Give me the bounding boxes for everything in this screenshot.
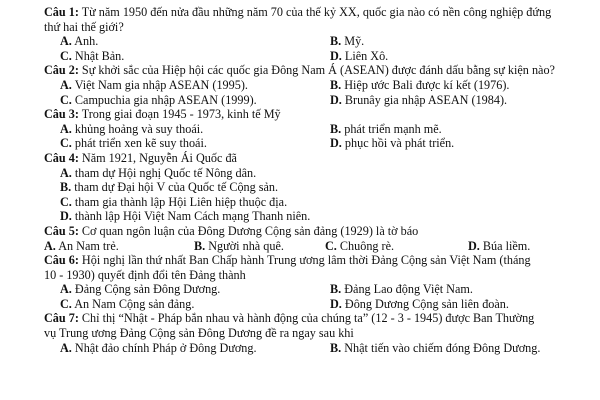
option-text: phát triển xen kẽ suy thoái. (74, 136, 207, 151)
option-letter: D. (330, 296, 342, 311)
option-text: Đông Dương Cộng sản liên đoàn. (344, 296, 509, 311)
option-text: Nhật tiến vào chiếm đóng Đông Dương. (344, 340, 541, 355)
option-letter: A. (60, 165, 72, 180)
option-letter: A. (60, 77, 72, 92)
option-b (330, 341, 540, 356)
options-row (44, 49, 596, 64)
question-4 (44, 151, 596, 224)
option-letter: B. (330, 340, 342, 355)
question-text: thứ hai thế giới? (44, 19, 124, 34)
question-text: Từ năm 1950 đến nửa đầu những năm 70 của thế kỷ XX, quốc gia nào có nền công nghiệp đứng (81, 5, 552, 19)
question-number: Câu 5: (44, 223, 79, 238)
question-1 (44, 5, 596, 63)
exam-document (44, 5, 596, 355)
options-row (44, 34, 596, 49)
option-letter: A. (60, 34, 72, 49)
option-letter: B. (194, 238, 206, 253)
option-text: Anh. (74, 34, 99, 49)
option-c (44, 195, 596, 210)
option-c (60, 136, 207, 151)
question-stem-line (44, 20, 596, 35)
question-text: Chỉ thị “Nhật - Pháp bắn nhau và hành động của chúng ta” (12 - 3 - 1945) được Ban Thường (81, 311, 535, 326)
question-number: Câu 7: (44, 311, 79, 326)
option-text: Nhật đảo chính Pháp ở Đông Dương. (74, 340, 257, 355)
option-a (44, 239, 119, 254)
options-row (44, 239, 596, 254)
option-text: Campuchia gia nhập ASEAN (1999). (74, 92, 257, 107)
question-text: Năm 1921, Nguyễn Ái Quốc đã (81, 150, 237, 165)
option-d (330, 136, 454, 151)
option-d (468, 239, 530, 254)
question-text: Sự khởi sắc của Hiệp hội các quốc gia Đông Nam Á (ASEAN) được đánh dấu bằng sự kiện nào? (81, 63, 555, 78)
option-d (330, 49, 388, 64)
option-c (325, 239, 394, 254)
option-letter: A. (44, 238, 56, 253)
option-letter: C. (60, 136, 72, 151)
option-text: tham gia thành lập Hội Liên hiệp thuộc địa. (74, 194, 288, 209)
option-letter: B. (330, 121, 342, 136)
question-number: Câu 6: (44, 253, 79, 268)
option-a (60, 122, 203, 137)
question-5 (44, 224, 596, 253)
options-row (44, 341, 596, 356)
option-letter: C. (60, 296, 72, 311)
option-d (330, 93, 507, 108)
option-d (330, 297, 509, 312)
option-letter: D. (468, 238, 480, 253)
question-number: Câu 4: (44, 150, 79, 165)
option-text: tham dự Hội nghị Quốc tế Nông dân. (74, 165, 257, 180)
option-letter: C. (60, 194, 72, 209)
option-letter: D. (330, 48, 342, 63)
options-row (44, 78, 596, 93)
option-b (194, 239, 284, 254)
option-c (60, 93, 257, 108)
option-text: Liên Xô. (344, 48, 389, 63)
option-text: Mỹ. (344, 34, 365, 49)
option-letter: B. (330, 282, 342, 297)
option-letter: A. (60, 340, 72, 355)
question-number: Câu 2: (44, 63, 79, 78)
option-text: Người nhà quê. (208, 238, 284, 253)
question-7 (44, 311, 596, 355)
question-stem-line (44, 107, 596, 122)
question-stem-line (44, 151, 596, 166)
option-b (44, 180, 596, 195)
question-2 (44, 63, 596, 107)
option-letter: A. (60, 121, 72, 136)
option-text: An Nam Cộng sản đảng. (74, 296, 195, 311)
option-text: An Nam trẻ. (58, 238, 119, 253)
option-b (330, 78, 509, 93)
option-text: phục hồi và phát triển. (344, 136, 455, 151)
option-text: tham dự Đại hội V của Quốc tế Cộng sản. (74, 180, 279, 195)
option-letter: B. (330, 34, 342, 49)
option-text: Nhật Bản. (74, 48, 125, 63)
option-a (60, 34, 98, 49)
question-number: Câu 1: (44, 5, 79, 19)
option-text: Chuông rè. (339, 238, 395, 253)
options-row (44, 136, 596, 151)
question-number: Câu 3: (44, 107, 79, 122)
option-letter: A. (60, 282, 72, 297)
option-letter: B. (60, 180, 72, 195)
option-letter: C. (60, 48, 72, 63)
option-letter: D. (330, 136, 342, 151)
option-text: Việt Nam gia nhập ASEAN (1995). (74, 77, 248, 92)
question-text: Hội nghị lần thứ nhất Ban Chấp hành Trung ương lâm thời Đảng Cộng sản Việt Nam (tháng (81, 253, 531, 268)
option-letter: D. (60, 209, 72, 224)
option-b (330, 122, 442, 137)
option-a (60, 341, 257, 356)
question-stem-line (44, 326, 596, 341)
option-letter: C. (325, 238, 337, 253)
option-c (60, 49, 124, 64)
question-text: vụ Trung ương Đảng Cộng sản Đông Dương đề ra ngay sau khi (44, 326, 354, 341)
option-letter: B. (330, 77, 342, 92)
options-row (44, 93, 596, 108)
option-text: Búa liềm. (482, 238, 531, 253)
option-letter: D. (330, 92, 342, 107)
option-text: phát triển mạnh mẽ. (344, 121, 442, 136)
option-text: Brunây gia nhập ASEAN (1984). (344, 92, 508, 107)
question-text: Cơ quan ngôn luận của Đông Dương Cộng sản đảng (1929) là tờ báo (81, 223, 419, 238)
question-text: Trong giai đoạn 1945 - 1973, kinh tế Mỹ (81, 107, 281, 122)
question-stem-line (44, 268, 596, 283)
question-3 (44, 107, 596, 151)
options-row (44, 282, 596, 297)
question-stem-line (44, 224, 596, 239)
question-stem-line (44, 253, 596, 268)
option-d (44, 209, 596, 224)
option-b (330, 34, 364, 49)
question-6 (44, 253, 596, 311)
option-text: Đảng Cộng sản Đông Dương. (74, 282, 221, 297)
option-text: Hiệp ước Bali được kí kết (1976). (344, 77, 510, 92)
option-text: Đảng Lao động Việt Nam. (344, 282, 473, 297)
question-stem-line (44, 63, 596, 78)
option-a (60, 78, 248, 93)
option-c (60, 297, 194, 312)
options-row (44, 297, 596, 312)
option-letter: C. (60, 92, 72, 107)
option-text: khủng hoảng và suy thoái. (74, 121, 204, 136)
option-a (60, 282, 220, 297)
question-text: 10 - 1930) quyết định đổi tên Đảng thành (44, 267, 246, 282)
option-a (44, 166, 596, 181)
question-stem-line (44, 5, 596, 20)
option-text: thành lập Hội Việt Nam Cách mạng Thanh niên. (74, 209, 311, 224)
question-stem-line (44, 311, 596, 326)
option-b (330, 282, 473, 297)
options-row (44, 122, 596, 137)
